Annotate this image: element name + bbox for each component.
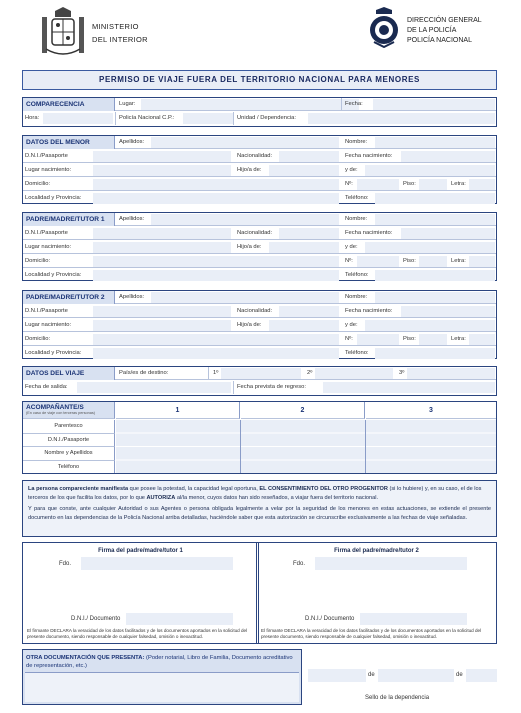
viaje-heading: DATOS DEL VIAJE <box>23 367 115 380</box>
tutor1-yde-input[interactable] <box>365 242 495 253</box>
firma1-title: Firma del padre/madre/tutor 1 <box>98 548 183 554</box>
tutor1-localidad-label: Localidad y Provincia: <box>25 272 82 278</box>
fecha-label: Fecha: <box>345 101 363 107</box>
comparecencia-row-2 <box>23 112 496 125</box>
tutor1-nombre-input[interactable] <box>375 214 495 225</box>
tutor2-letra-label: Letra: <box>451 336 466 342</box>
menor-row-5 <box>23 192 496 205</box>
firma2-dni-input[interactable] <box>360 613 467 625</box>
firma2-dni-label: D.N.I./ Documento <box>305 616 355 622</box>
police-line2: DE LA POLICÍA <box>407 27 457 34</box>
menor-dni-input[interactable] <box>93 151 231 162</box>
menor-row-4 <box>23 178 496 191</box>
tutor2-letra-input[interactable] <box>469 334 495 345</box>
acompanante-sub: (En caso de viaje con terceras personas) <box>26 411 96 415</box>
tutor1-row-1 <box>23 213 496 226</box>
police-line3: POLICÍA NACIONAL <box>407 37 472 44</box>
menor-lugarnac-input[interactable] <box>93 165 231 176</box>
tutor1-num-input[interactable] <box>357 256 399 267</box>
menor-row-1 <box>23 136 496 149</box>
menor-num-label: Nº: <box>345 181 353 187</box>
tutor2-dni-label: D.N.I./Pasaporte <box>25 308 68 314</box>
viaje-section <box>22 366 497 396</box>
tutor1-yde-label: y de: <box>345 244 358 250</box>
hora-label: Hora: <box>25 115 40 121</box>
menor-nacionalidad-input[interactable] <box>279 151 339 162</box>
tutor1-lugarnac-label: Lugar nacimiento: <box>25 244 72 250</box>
date-year-input[interactable] <box>466 669 497 682</box>
firma1-dni-label: D.N.I./ Documento <box>71 616 121 622</box>
menor-section <box>22 135 497 204</box>
police-line1: DIRECCIÓN GENERAL <box>407 17 482 24</box>
consent-statement <box>22 480 497 537</box>
acompanante-row-label: Nombre y Apellidos <box>23 447 115 461</box>
tutor1-apellidos-label: Apellidos: <box>119 216 145 222</box>
ministry-line1: MINISTERIO <box>92 22 139 31</box>
tutor2-section <box>22 290 497 359</box>
tutor1-lugarnac-input[interactable] <box>93 242 231 253</box>
acompanante-row-label: Parentesco <box>23 420 115 434</box>
menor-domicilio-label: Domicilio: <box>25 181 51 187</box>
tutor1-row-4 <box>23 255 496 268</box>
firma1-fdo-label: Fdo. <box>59 561 72 567</box>
unidad-label: Unidad / Dependencia: <box>237 115 296 121</box>
pais3-label: 3º <box>399 370 405 376</box>
acompanante-heading: ACOMPAÑANTE/S <box>26 404 84 411</box>
tutor1-nombre-label: Nombre: <box>345 216 368 222</box>
tutor1-apellidos-input[interactable] <box>151 214 339 225</box>
tutor1-hijo-label: Hijo/a de: <box>237 244 262 250</box>
lugar-label: Lugar: <box>119 101 136 107</box>
tutor2-yde-label: y de: <box>345 322 358 328</box>
tutor2-row-4 <box>23 333 496 346</box>
tutor1-fechanac-label: Fecha nacimiento: <box>345 230 393 236</box>
otra-sub: (Poder notarial, Libro de Familia, Documento acreditativo de representación, etc.) <box>26 655 293 669</box>
tutor1-piso-input[interactable] <box>419 256 447 267</box>
acompanante-heading-cell <box>23 402 115 419</box>
tutor2-num-input[interactable] <box>357 334 399 345</box>
menor-dni-label: D.N.I./Pasaporte <box>25 153 68 159</box>
police-badge-icon <box>368 6 400 48</box>
tutor1-localidad-input[interactable] <box>93 270 339 281</box>
menor-lugarnac-label: Lugar nacimiento: <box>25 167 72 173</box>
policia-label: Policía Nacional C.P.: <box>119 115 175 121</box>
tutor2-domicilio-input[interactable] <box>93 334 339 345</box>
date-place-input[interactable] <box>308 669 366 682</box>
tutor2-apellidos-label: Apellidos: <box>119 294 145 300</box>
date-de-2: de <box>456 672 463 678</box>
comparecencia-section <box>22 97 497 127</box>
tutor2-row-1 <box>23 291 496 304</box>
tutor2-row-2 <box>23 305 496 318</box>
tutor2-yde-input[interactable] <box>365 320 495 331</box>
acompanante-row-label: Teléfono <box>23 461 115 473</box>
statement-p1 <box>28 485 491 503</box>
unidad-input[interactable] <box>308 113 495 124</box>
tutor1-section <box>22 212 497 281</box>
pais3-input[interactable] <box>407 368 495 379</box>
tutor2-fechanac-label: Fecha nacimiento: <box>345 308 393 314</box>
menor-localidad-label: Localidad y Provincia: <box>25 195 82 201</box>
tutor2-piso-label: Piso: <box>403 336 416 342</box>
tutor2-telefono-input[interactable] <box>375 348 495 359</box>
menor-apellidos-input[interactable] <box>151 137 339 148</box>
date-month-input[interactable] <box>378 669 454 682</box>
menor-localidad-input[interactable] <box>93 193 339 204</box>
tutor2-nacionalidad-input[interactable] <box>279 306 339 317</box>
tutor2-nombre-label: Nombre: <box>345 294 368 300</box>
firma1-declaration: El firmante DECLARA la veracidad de los datos facilitados y de los documentos aportados en la solicitud del presente documento, siendo responsable de cualquier falsedad, omisión o inexactitud. <box>27 628 248 639</box>
tutor1-fechanac-input[interactable] <box>401 228 495 239</box>
statement-bold-1: La persona compareciente manifiesta <box>28 486 129 492</box>
tutor2-nacionalidad-label: Nacionalidad: <box>237 308 273 314</box>
tutor1-hijo-input[interactable] <box>269 242 339 253</box>
menor-fechanac-input[interactable] <box>401 151 495 162</box>
menor-piso-input[interactable] <box>419 179 447 190</box>
regreso-label: Fecha prevista de regreso: <box>237 384 306 390</box>
menor-domicilio-input[interactable] <box>93 179 339 190</box>
tutor2-lugarnac-input[interactable] <box>93 320 231 331</box>
tutor2-row-3 <box>23 319 496 332</box>
acompanante-section <box>22 401 497 474</box>
pais-label: País/es de destino: <box>119 370 169 376</box>
tutor2-dni-input[interactable] <box>93 306 231 317</box>
coat-of-arms-icon <box>38 5 88 60</box>
menor-nombre-input[interactable] <box>375 137 495 148</box>
fecha-input[interactable] <box>373 99 495 110</box>
firma1-box <box>22 542 259 644</box>
tutor2-lugarnac-label: Lugar nacimiento: <box>25 322 72 328</box>
tutor1-domicilio-label: Domicilio: <box>25 258 51 264</box>
firma2-title: Firma del padre/madre/tutor 2 <box>334 548 419 554</box>
tutor1-row-5 <box>23 269 496 282</box>
menor-yde-input[interactable] <box>365 165 495 176</box>
menor-fechanac-label: Fecha nacimiento: <box>345 153 393 159</box>
menor-hijo-input[interactable] <box>269 165 339 176</box>
otra-heading-line <box>26 654 298 670</box>
comparecencia-heading: COMPARECENCIA <box>23 98 115 111</box>
statement-p2: Y para que conste, ante cualquier Autoridad o sus Agentes o persona obligada legalmente a velar por la seguridad de los menores en estas actuaciones, se extiende el presente documento en las dependencias de la Policía Nacional arriba detalladas, haciéndole saber que esta autorización se circunscribe exclusivamente a las fechas de viaje señaladas. <box>28 506 491 521</box>
firma1-dni-input[interactable] <box>126 613 233 625</box>
tutor1-heading: PADRE/MADRE/TUTOR 1 <box>23 213 115 226</box>
tutor1-piso-label: Piso: <box>403 258 416 264</box>
statement-text-3: al/la menor, cuyos datos han sido reseñados, a viajar fuera del territorio nacional. <box>175 495 378 501</box>
menor-apellidos-label: Apellidos: <box>119 139 145 145</box>
pais2-input[interactable] <box>315 368 393 379</box>
tutor2-piso-input[interactable] <box>419 334 447 345</box>
tutor1-row-2 <box>23 227 496 240</box>
statement-text-1: que posee la potestad, la capacidad legal oportuna, <box>128 486 260 492</box>
firma2-fdo-label: Fdo. <box>293 561 306 567</box>
salida-input[interactable] <box>77 382 231 393</box>
tutor2-fechanac-input[interactable] <box>401 306 495 317</box>
menor-num-input[interactable] <box>357 179 399 190</box>
sello-label: Sello de la dependencia <box>365 695 430 701</box>
acompanante-row-label: D.N.I./Pasaporte <box>23 434 115 448</box>
firma2-box <box>256 542 497 644</box>
pais1-label: 1º <box>213 370 219 376</box>
menor-telefono-label: Teléfono: <box>345 195 369 201</box>
menor-nombre-label: Nombre: <box>345 139 368 145</box>
tutor1-num-label: Nº: <box>345 258 353 264</box>
viaje-row-2 <box>23 381 496 394</box>
tutor2-num-label: Nº: <box>345 336 353 342</box>
acompanante-col-1: 1 <box>116 402 240 419</box>
statement-bold-3: AUTORIZA <box>146 495 176 501</box>
acompanante-grid[interactable] <box>116 420 496 473</box>
comparecencia-row-1 <box>23 98 496 111</box>
otra-documentacion-input[interactable] <box>25 672 299 702</box>
pais2-label: 2º <box>307 370 313 376</box>
pais1-input[interactable] <box>221 368 301 379</box>
statement-bold-2: EL CONSENTIMIENTO DEL OTRO PROGENITOR <box>259 486 388 492</box>
menor-yde-label: y de: <box>345 167 358 173</box>
menor-letra-input[interactable] <box>469 179 495 190</box>
tutor1-telefono-label: Teléfono: <box>345 272 369 278</box>
lugar-input[interactable] <box>141 99 359 110</box>
acompanante-col-3: 3 <box>366 402 496 419</box>
menor-row-3 <box>23 164 496 177</box>
ministry-line2: DEL INTERIOR <box>92 35 148 44</box>
tutor2-hijo-input[interactable] <box>269 320 339 331</box>
tutor1-domicilio-input[interactable] <box>93 256 339 267</box>
hora-input[interactable] <box>43 113 113 124</box>
menor-heading: DATOS DEL MENOR <box>23 136 115 149</box>
tutor2-telefono-label: Teléfono: <box>345 350 369 356</box>
police-name <box>407 16 482 46</box>
ministry-name <box>92 20 148 46</box>
tutor1-dni-label: D.N.I./Pasaporte <box>25 230 68 236</box>
regreso-input[interactable] <box>323 382 495 393</box>
tutor2-localidad-label: Localidad y Provincia: <box>25 350 82 356</box>
form-title: PERMISO DE VIAJE FUERA DEL TERRITORIO NACIONAL PARA MENORES <box>22 70 497 90</box>
policia-input[interactable] <box>183 113 233 124</box>
tutor2-nombre-input[interactable] <box>375 292 495 303</box>
tutor1-telefono-input[interactable] <box>375 270 495 281</box>
tutor2-domicilio-label: Domicilio: <box>25 336 51 342</box>
menor-row-2 <box>23 150 496 163</box>
tutor2-localidad-input[interactable] <box>93 348 339 359</box>
menor-piso-label: Piso: <box>403 181 416 187</box>
tutor1-row-3 <box>23 241 496 254</box>
firma2-declaration: El firmante DECLARA la veracidad de los datos facilitados y de los documentos aportados en la solicitud del presente documento, siendo responsable de cualquier falsedad, omisión o inexactitud. <box>261 628 482 639</box>
otra-documentacion-box <box>22 649 302 705</box>
salida-label: Fecha de salida: <box>25 384 68 390</box>
firma1-fdo-input[interactable] <box>81 557 233 570</box>
tutor1-nacionalidad-label: Nacionalidad: <box>237 230 273 236</box>
menor-hijo-label: Hijo/a de: <box>237 167 262 173</box>
menor-telefono-input[interactable] <box>375 193 495 204</box>
menor-letra-label: Letra: <box>451 181 466 187</box>
tutor2-row-5 <box>23 347 496 360</box>
statement-text-2: (si lo hubiere) y, en su caso, el de los terceros de los que facilita los datos, por lo que <box>28 486 482 501</box>
date-de-1: de <box>368 672 375 678</box>
tutor2-hijo-label: Hijo/a de: <box>237 322 262 328</box>
tutor1-nacionalidad-input[interactable] <box>279 228 339 239</box>
tutor1-dni-input[interactable] <box>93 228 231 239</box>
acompanante-col-2: 2 <box>241 402 365 419</box>
tutor2-heading: PADRE/MADRE/TUTOR 2 <box>23 291 115 304</box>
tutor1-letra-input[interactable] <box>469 256 495 267</box>
tutor2-apellidos-input[interactable] <box>151 292 339 303</box>
tutor1-letra-label: Letra: <box>451 258 466 264</box>
otra-heading: OTRA DOCUMENTACIÓN QUE PRESENTA: <box>26 655 145 661</box>
menor-nacionalidad-label: Nacionalidad: <box>237 153 273 159</box>
firma2-fdo-input[interactable] <box>315 557 467 570</box>
viaje-row-1 <box>23 367 496 380</box>
